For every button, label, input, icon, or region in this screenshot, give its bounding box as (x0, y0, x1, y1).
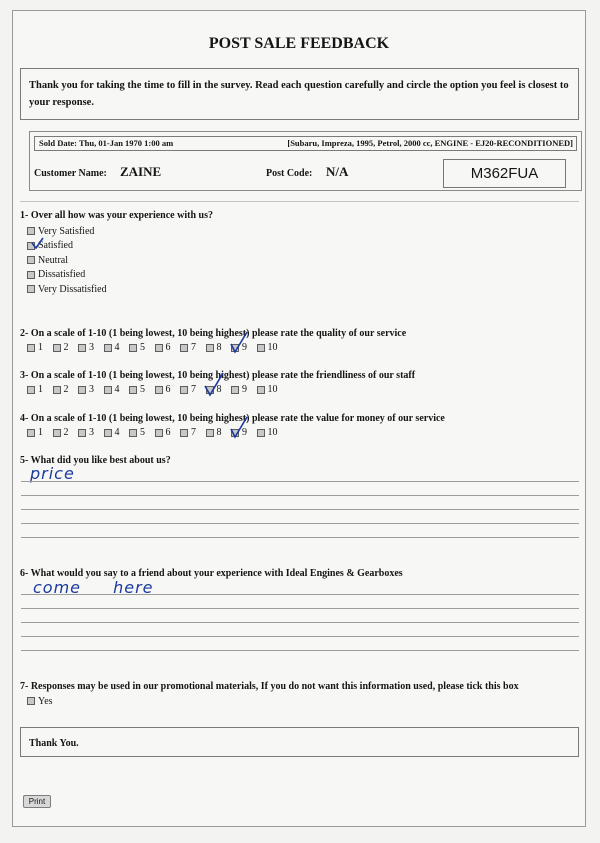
scale-label: 4 (114, 384, 120, 395)
checkbox[interactable] (129, 386, 137, 394)
checkbox[interactable] (257, 429, 265, 437)
question-4: 4- On a scale of 1-10 (1 being lowest, 10 being highest) please rate the value for money of our service (20, 413, 445, 424)
checkbox[interactable] (231, 386, 239, 394)
handwritten-answer-5: price (30, 464, 75, 483)
scale-option-6[interactable] (155, 384, 181, 395)
checkbox[interactable] (180, 386, 188, 394)
scale-label: 9 (242, 427, 247, 438)
checkbox[interactable] (155, 429, 163, 437)
option-yes[interactable] (27, 694, 53, 709)
thank-you-text: Thank You. (29, 738, 79, 749)
scale-label: 10 (267, 342, 278, 353)
checkbox[interactable] (53, 429, 61, 437)
option-label: Yes (38, 695, 53, 707)
scale-label: 3 (89, 342, 94, 353)
checkbox[interactable] (129, 344, 137, 352)
check-mark-icon (30, 237, 44, 250)
question-7: 7- Responses may be used in our promotional materials, If you do not want this information used, please tick this box (20, 681, 519, 692)
checkbox[interactable] (27, 227, 35, 235)
checkbox[interactable] (78, 386, 86, 394)
registration-box: M362FUA (443, 159, 566, 188)
intro-box (20, 68, 579, 120)
scale-option-3[interactable] (78, 384, 104, 395)
scale-option-3[interactable] (78, 427, 104, 438)
scale-option-4[interactable] (104, 384, 130, 395)
option-very-dissatisfied[interactable] (27, 282, 107, 297)
scale-label: 10 (267, 427, 278, 438)
thank-you-box (20, 727, 579, 757)
scale-label: 7 (191, 427, 196, 438)
scale-option-10[interactable] (257, 427, 283, 438)
scale-option-5[interactable] (129, 427, 155, 438)
scale-option-4[interactable] (104, 342, 130, 353)
scale-label: 5 (140, 384, 145, 395)
option-label: Very Dissatisfied (38, 283, 107, 295)
check-mark-icon (229, 330, 249, 354)
checkbox[interactable] (27, 285, 35, 293)
checkbox[interactable] (27, 271, 35, 279)
scale-label: 1 (38, 342, 43, 353)
scale-option-2[interactable] (53, 427, 79, 438)
scale-label: 9 (242, 342, 247, 353)
scale-option-1[interactable] (27, 384, 53, 395)
scale-label: 8 (216, 384, 222, 395)
scale-label: 5 (140, 342, 145, 353)
post-code-label: Post Code: (266, 168, 313, 179)
scale-label: 2 (63, 342, 69, 353)
scale-label: 9 (242, 384, 247, 395)
scale-option-7[interactable] (180, 384, 206, 395)
scale-label: 4 (114, 427, 120, 438)
question-3-scale (27, 384, 282, 395)
vehicle-description: [Subaru, Impreza, 1995, Petrol, 2000 cc, ENGINE - EJ20-RECONDITIONED] (287, 138, 573, 148)
checkbox[interactable] (27, 256, 35, 264)
checkbox[interactable] (180, 429, 188, 437)
sold-date-row (34, 136, 577, 151)
checkbox[interactable] (78, 344, 86, 352)
question-6: 6- What would you say to a friend about your experience with Ideal Engines & Gearboxes (20, 568, 403, 579)
scale-option-4[interactable] (104, 427, 130, 438)
checkbox[interactable] (53, 386, 61, 394)
option-label: Dissatisfied (38, 269, 86, 281)
checkbox[interactable] (155, 386, 163, 394)
scale-option-9[interactable] (231, 384, 257, 395)
option-label: Very Satisfied (38, 225, 95, 237)
answer-6-lines[interactable] (21, 594, 579, 664)
scale-option-5[interactable] (129, 342, 155, 353)
answer-5-lines[interactable] (21, 481, 579, 551)
option-neutral[interactable] (27, 253, 107, 268)
scale-label: 1 (38, 427, 43, 438)
checkbox[interactable] (27, 429, 35, 437)
option-dissatisfied[interactable] (27, 268, 107, 283)
question-2: 2- On a scale of 1-10 (1 being lowest, 10 being highest) please rate the quality of our service (20, 328, 407, 339)
handwritten-answer-6: come here (33, 578, 154, 597)
checkbox[interactable] (155, 344, 163, 352)
check-mark-icon (203, 371, 225, 397)
scale-option-1[interactable] (27, 427, 53, 438)
scale-option-7[interactable] (180, 427, 206, 438)
scale-label: 7 (191, 384, 196, 395)
scale-option-2[interactable] (53, 342, 79, 353)
scale-label: 7 (191, 342, 196, 353)
checkbox[interactable] (104, 344, 112, 352)
scale-option-10[interactable] (257, 342, 283, 353)
scale-label: 4 (114, 342, 120, 353)
question-5: 5- What did you like best about us? (20, 455, 171, 466)
question-3: 3- On a scale of 1-10 (1 being lowest, 10 being highest) please rate the friendliness of our staff (20, 370, 416, 381)
checkbox[interactable] (257, 386, 265, 394)
scale-label: 2 (63, 427, 69, 438)
scale-label: 2 (63, 384, 69, 395)
sold-date: Sold Date: Thu, 01-Jan 1970 1:00 am (39, 138, 174, 148)
checkbox[interactable] (27, 344, 35, 352)
intro-text: Thank you for taking the time to fill in the survey. Read each question carefully and circle the option you feel is closest to your response. (29, 80, 569, 108)
scale-label: 6 (165, 427, 171, 438)
checkbox[interactable] (257, 344, 265, 352)
scale-option-5[interactable] (129, 384, 155, 395)
checkbox[interactable] (27, 697, 35, 705)
checkbox[interactable] (180, 344, 188, 352)
scale-option-8[interactable] (206, 427, 232, 438)
question-1-options (27, 224, 107, 297)
scale-option-1[interactable] (27, 342, 53, 353)
question-1: 1- Over all how was your experience with us? (20, 210, 213, 221)
checkbox[interactable] (53, 344, 61, 352)
checkbox[interactable] (27, 386, 35, 394)
option-label: Neutral (38, 254, 68, 266)
scale-label: 10 (267, 384, 278, 395)
checkbox[interactable] (206, 344, 214, 352)
customer-name-label: Customer Name: (34, 168, 107, 179)
scale-option-8[interactable] (206, 342, 232, 353)
scale-option-7[interactable] (180, 342, 206, 353)
scale-label: 3 (89, 427, 94, 438)
feedback-form (12, 10, 586, 827)
customer-name-value: ZAINE (120, 164, 162, 179)
scale-option-6[interactable] (155, 342, 181, 353)
check-mark-icon (229, 415, 249, 439)
question-7-options (27, 694, 53, 709)
scale-label: 8 (216, 342, 222, 353)
option-label: Satisfied (38, 240, 73, 252)
sale-details-box (29, 131, 582, 191)
scale-label: 1 (38, 384, 43, 395)
post-code-value: N/A (326, 164, 349, 179)
checkbox[interactable] (206, 429, 214, 437)
scale-option-2[interactable] (53, 384, 79, 395)
scale-label: 5 (140, 427, 145, 438)
checkbox[interactable] (78, 429, 86, 437)
scale-label: 6 (165, 342, 171, 353)
form-title: POST SALE FEEDBACK (208, 35, 390, 52)
scale-option-6[interactable] (155, 427, 181, 438)
scale-option-3[interactable] (78, 342, 104, 353)
checkbox[interactable] (129, 429, 137, 437)
divider (20, 201, 579, 202)
checkbox[interactable] (104, 429, 112, 437)
checkbox[interactable] (104, 386, 112, 394)
scale-option-10[interactable] (257, 384, 283, 395)
scale-label: 6 (165, 384, 171, 395)
scale-label: 8 (216, 427, 222, 438)
print-button[interactable]: Print (23, 795, 51, 808)
scale-label: 3 (89, 384, 94, 395)
